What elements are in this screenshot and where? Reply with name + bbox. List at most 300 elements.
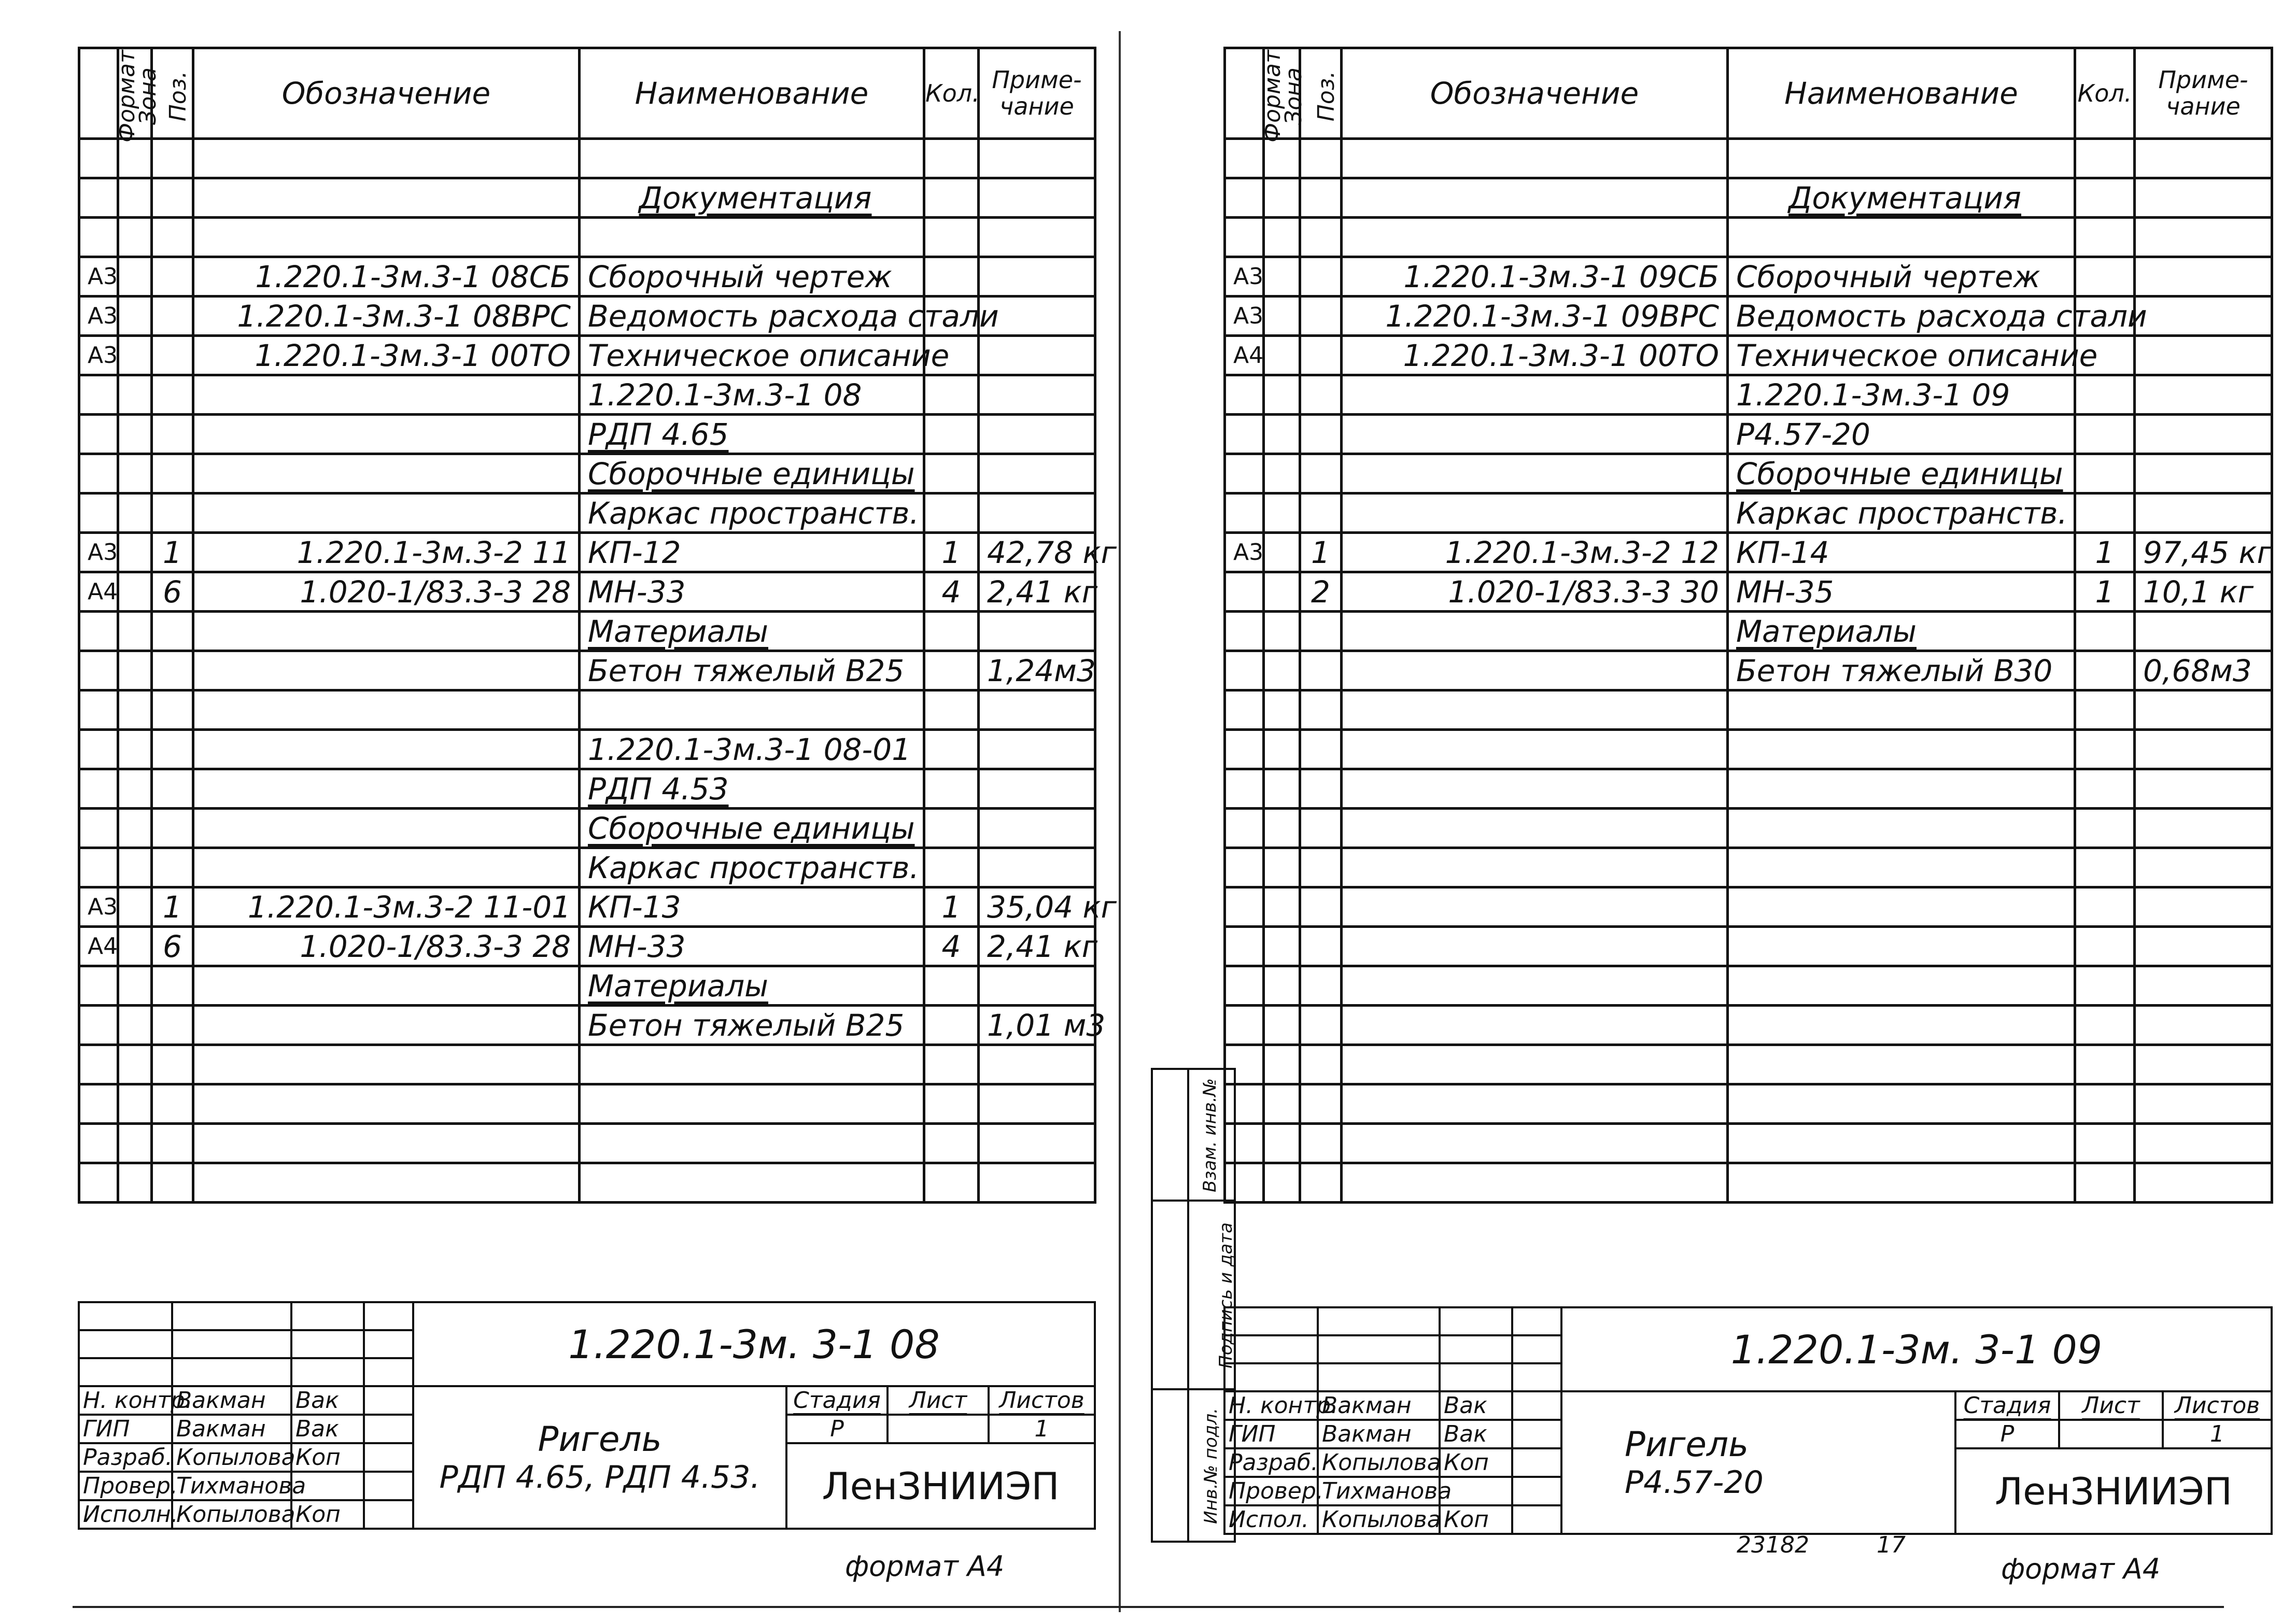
cell-designation — [1342, 848, 1728, 887]
cell-note — [979, 690, 1095, 730]
cell-zone — [118, 651, 152, 690]
spec-row — [79, 809, 1095, 848]
cell-format — [1225, 178, 1264, 218]
cell-format — [1225, 1045, 1264, 1084]
spec-row — [79, 218, 1095, 257]
cell-zone — [118, 1084, 152, 1124]
cell-designation — [193, 809, 580, 848]
cell-pos — [152, 297, 193, 336]
cell-pos — [152, 1045, 193, 1084]
cell-note — [2135, 375, 2272, 415]
left-header-row — [79, 48, 1095, 139]
cell-designation: 1.020-1/83.3-3 28 — [193, 572, 580, 612]
cell-note — [2135, 966, 2272, 1006]
cell-designation — [1342, 612, 1728, 651]
cell-designation — [193, 612, 580, 651]
cell-name — [1728, 1084, 2075, 1124]
cell-zone — [118, 493, 152, 533]
spec-row — [1225, 730, 2272, 769]
cell-name: МН-33 — [580, 572, 924, 612]
cell-pos — [1300, 1163, 1342, 1203]
cell-zone — [118, 612, 152, 651]
cell-zone — [118, 690, 152, 730]
spec-row — [79, 966, 1095, 1006]
cell-note — [2135, 690, 2272, 730]
spec-row — [1225, 297, 2272, 336]
cell-name: Материалы — [580, 966, 924, 1006]
cell-qty — [924, 690, 979, 730]
spec-row — [1225, 415, 2272, 454]
cell-qty — [2075, 454, 2135, 493]
cell-qty — [924, 454, 979, 493]
cell-zone — [1264, 336, 1300, 375]
cell-format — [79, 1084, 118, 1124]
right-format-note: формат А4 — [2001, 1553, 2161, 1585]
cell-name — [1728, 730, 2075, 769]
cell-designation — [193, 454, 580, 493]
cell-name — [1728, 848, 2075, 887]
cell-note: 10,1 кг — [2135, 572, 2272, 612]
cell-qty: 1 — [924, 533, 979, 572]
cell-pos — [1300, 887, 1342, 927]
cell-qty — [2075, 927, 2135, 966]
cell-zone — [1264, 139, 1300, 178]
header-zone: Зона — [1264, 48, 1300, 139]
cell-note: 1,24м3 — [979, 651, 1095, 690]
cell-designation — [1342, 651, 1728, 690]
cell-name — [1728, 966, 2075, 1006]
cell-qty — [924, 1045, 979, 1084]
cell-name: 1.220.1-3м.3-1 09 — [1728, 375, 2075, 415]
cell-name: РДП 4.53 — [580, 769, 924, 809]
cell-zone — [1264, 966, 1300, 1006]
cell-qty — [2075, 1124, 2135, 1163]
cell-format — [1225, 612, 1264, 651]
spec-row — [1225, 927, 2272, 966]
cell-name: МН-35 — [1728, 572, 2075, 612]
cell-designation — [193, 218, 580, 257]
header-designation: Обозначение — [193, 48, 580, 139]
cell-name — [1728, 139, 2075, 178]
cell-designation — [193, 1006, 580, 1045]
cell-zone — [1264, 533, 1300, 572]
left-name-0: Вакман — [172, 1386, 291, 1415]
left-stage: Р — [786, 1415, 888, 1443]
cell-designation — [193, 1124, 580, 1163]
cell-pos: 1 — [1300, 533, 1342, 572]
cell-designation — [1342, 415, 1728, 454]
spec-row — [79, 297, 1095, 336]
right-name-0: Вакман — [1318, 1391, 1440, 1420]
spec-row — [79, 769, 1095, 809]
cell-qty — [924, 966, 979, 1006]
right-doc-code: 1.220.1-3м. 3-1 09 — [1730, 1326, 2103, 1373]
header-format: Формат — [79, 48, 118, 139]
cell-pos — [1300, 336, 1342, 375]
spec-row — [79, 887, 1095, 927]
cell-format — [79, 612, 118, 651]
cell-note — [979, 769, 1095, 809]
cell-format — [79, 178, 118, 218]
cell-zone — [118, 257, 152, 297]
left-role-1: ГИП — [79, 1415, 172, 1443]
right-stage: Р — [1955, 1420, 2059, 1448]
cell-pos: 6 — [152, 572, 193, 612]
cell-note — [2135, 809, 2272, 848]
left-format-note: формат А4 — [845, 1550, 1005, 1583]
cell-name: Бетон тяжелый В25 — [580, 651, 924, 690]
cell-qty — [2075, 966, 2135, 1006]
cell-designation — [1342, 1084, 1728, 1124]
cell-qty — [924, 1006, 979, 1045]
right-title-block — [1223, 1306, 2273, 1535]
cell-zone — [118, 809, 152, 848]
cell-designation: 1.220.1-3м.3-1 00ТО — [193, 336, 580, 375]
cell-format — [1225, 218, 1264, 257]
spec-row — [1225, 572, 2272, 612]
cell-format — [1225, 927, 1264, 966]
cell-qty — [2075, 218, 2135, 257]
header-format: Формат — [1225, 48, 1264, 139]
right-role-0: Н. контр. — [1224, 1391, 1318, 1420]
cell-format — [1225, 1163, 1264, 1203]
cell-format — [1225, 493, 1264, 533]
cell-note — [979, 612, 1095, 651]
cell-note — [979, 257, 1095, 297]
cell-designation — [193, 848, 580, 887]
cell-zone — [1264, 927, 1300, 966]
cell-pos — [1300, 493, 1342, 533]
cell-name: Ведомость расхода стали — [1728, 297, 2075, 336]
cell-note — [2135, 612, 2272, 651]
cell-pos — [1300, 809, 1342, 848]
cell-note — [979, 809, 1095, 848]
right-title-1: Ригель — [1625, 1424, 1749, 1464]
left-sheet — [0, 0, 1115, 1622]
cell-qty — [924, 809, 979, 848]
cell-format — [79, 493, 118, 533]
cell-zone — [118, 966, 152, 1006]
cell-qty — [2075, 1045, 2135, 1084]
spec-row — [79, 178, 1095, 218]
cell-format — [79, 218, 118, 257]
right-name-2: Копылова — [1318, 1448, 1440, 1477]
cell-qty — [924, 375, 979, 415]
left-sign-4: Коп — [291, 1500, 364, 1529]
side-label-sign: Подпись и дата — [1215, 1222, 1236, 1369]
cell-note — [979, 1084, 1095, 1124]
cell-zone — [1264, 1124, 1300, 1163]
side-label-inv: Инв.№ подл. — [1200, 1407, 1221, 1524]
cell-qty — [924, 769, 979, 809]
cell-qty — [2075, 612, 2135, 651]
cell-format: А3 — [79, 336, 118, 375]
cell-qty — [924, 730, 979, 769]
cell-name: Сборочные единицы — [580, 809, 924, 848]
cell-zone — [118, 297, 152, 336]
cell-zone — [1264, 730, 1300, 769]
cell-format — [79, 415, 118, 454]
cell-pos — [152, 415, 193, 454]
cell-format — [1225, 415, 1264, 454]
spec-row — [79, 1084, 1095, 1124]
cell-zone — [118, 454, 152, 493]
left-sheets: 1 — [989, 1415, 1095, 1443]
cell-format — [1225, 375, 1264, 415]
spec-row — [1225, 612, 2272, 651]
cell-pos — [152, 848, 193, 887]
spec-row — [1225, 1045, 2272, 1084]
cell-zone — [1264, 572, 1300, 612]
spec-row — [1225, 336, 2272, 375]
cell-qty — [924, 218, 979, 257]
cell-note — [2135, 1124, 2272, 1163]
cell-note — [979, 178, 1095, 218]
cell-format — [1225, 730, 1264, 769]
cell-designation: 1.220.1-3м.3-2 11 — [193, 533, 580, 572]
spec-row — [79, 572, 1095, 612]
side-label-swap: Взам. инв.№ — [1200, 1078, 1221, 1192]
cell-designation: 1.020-1/83.3-3 30 — [1342, 572, 1728, 612]
cell-qty — [2075, 178, 2135, 218]
cell-designation: 1.020-1/83.3-3 28 — [193, 927, 580, 966]
cell-pos — [152, 612, 193, 651]
cell-note — [979, 139, 1095, 178]
cell-name: РДП 4.65 — [580, 415, 924, 454]
spec-row — [1225, 1124, 2272, 1163]
cell-qty: 4 — [924, 927, 979, 966]
cell-pos — [152, 218, 193, 257]
cell-qty — [2075, 493, 2135, 533]
cell-qty — [2075, 1163, 2135, 1203]
cell-designation — [1342, 690, 1728, 730]
cell-qty — [2075, 848, 2135, 887]
cell-name: Материалы — [1728, 612, 2075, 651]
cell-zone — [1264, 375, 1300, 415]
cell-zone — [118, 1124, 152, 1163]
cell-format — [1225, 1124, 1264, 1163]
spec-row — [1225, 1006, 2272, 1045]
spec-row — [1225, 493, 2272, 533]
cell-note — [2135, 730, 2272, 769]
spec-row — [1225, 218, 2272, 257]
cell-format: А3 — [79, 887, 118, 927]
cell-designation: 1.220.1-3м.3-1 00ТО — [1342, 336, 1728, 375]
cell-pos — [152, 966, 193, 1006]
cell-pos — [152, 178, 193, 218]
cell-zone — [118, 1163, 152, 1203]
cell-name: Сборочный чертеж — [1728, 257, 2075, 297]
cell-pos — [1300, 218, 1342, 257]
cell-format — [1225, 572, 1264, 612]
cell-name: 1.220.1-3м.3-1 08 — [580, 375, 924, 415]
cell-zone — [118, 848, 152, 887]
cell-qty — [2075, 1006, 2135, 1045]
cell-note — [979, 218, 1095, 257]
spec-row — [79, 415, 1095, 454]
cell-zone — [1264, 218, 1300, 257]
cell-pos — [152, 336, 193, 375]
cell-zone — [1264, 415, 1300, 454]
cell-pos — [152, 1124, 193, 1163]
cell-designation — [1342, 375, 1728, 415]
spec-row — [1225, 769, 2272, 809]
spec-row — [79, 1045, 1095, 1084]
right-header-row — [1225, 48, 2272, 139]
cell-name: КП-12 — [580, 533, 924, 572]
cell-format — [79, 1163, 118, 1203]
cell-zone — [118, 178, 152, 218]
cell-format — [1225, 966, 1264, 1006]
cell-pos — [152, 730, 193, 769]
right-org: ЛенЗНИИЭП — [1955, 1448, 2272, 1534]
cell-qty — [2075, 651, 2135, 690]
cell-designation: 1.220.1-3м.3-1 09СБ — [1342, 257, 1728, 297]
cell-note — [2135, 257, 2272, 297]
cell-name: Каркас пространств. — [580, 493, 924, 533]
cell-pos — [1300, 297, 1342, 336]
spec-row — [1225, 454, 2272, 493]
cell-pos — [152, 1006, 193, 1045]
left-stage-label: Стадия — [786, 1386, 888, 1415]
cell-zone — [118, 533, 152, 572]
cell-note — [979, 1045, 1095, 1084]
cell-qty — [2075, 769, 2135, 809]
spec-row — [79, 1163, 1095, 1203]
cell-note — [979, 966, 1095, 1006]
left-name-2: Копылова — [172, 1443, 291, 1472]
cell-pos — [1300, 612, 1342, 651]
cell-qty: 1 — [924, 887, 979, 927]
cell-name: Каркас пространств. — [1728, 493, 2075, 533]
cell-designation — [1342, 1006, 1728, 1045]
cell-name — [580, 139, 924, 178]
cell-format — [79, 966, 118, 1006]
cell-designation — [1342, 454, 1728, 493]
cell-zone — [1264, 1084, 1300, 1124]
cell-designation — [193, 1163, 580, 1203]
cell-qty — [2075, 139, 2135, 178]
spec-row — [1225, 848, 2272, 887]
cell-note — [979, 1124, 1095, 1163]
cell-note — [2135, 769, 2272, 809]
header-pos: Поз. — [1300, 48, 1342, 139]
left-name-1: Вакман — [172, 1415, 291, 1443]
cell-designation — [193, 769, 580, 809]
spec-row — [1225, 690, 2272, 730]
cell-designation — [193, 415, 580, 454]
spec-row — [79, 651, 1095, 690]
cell-pos — [152, 1084, 193, 1124]
cell-note — [2135, 887, 2272, 927]
right-role-3: Провер. — [1224, 1477, 1318, 1505]
cell-note: 97,45 кг — [2135, 533, 2272, 572]
cell-designation — [193, 730, 580, 769]
cell-pos — [152, 257, 193, 297]
cell-designation — [193, 178, 580, 218]
left-role-2: Разраб. — [79, 1443, 172, 1472]
cell-note — [979, 375, 1095, 415]
cell-designation — [193, 493, 580, 533]
cell-name — [1728, 1124, 2075, 1163]
cell-name: Документация — [1728, 178, 2075, 218]
spec-row — [79, 848, 1095, 887]
header-name: Наименование — [580, 48, 924, 139]
cell-zone — [1264, 1006, 1300, 1045]
cell-name — [1728, 769, 2075, 809]
cell-format — [79, 730, 118, 769]
left-sign-1: Вак — [291, 1415, 364, 1443]
cell-format — [1225, 1006, 1264, 1045]
left-title-1: Ригель — [538, 1419, 662, 1459]
header-qty: Кол. — [924, 48, 979, 139]
cell-name — [1728, 1045, 2075, 1084]
cell-designation: 1.220.1-3м.3-2 12 — [1342, 533, 1728, 572]
header-qty: Кол. — [2075, 48, 2135, 139]
cell-name: Ведомость расхода стали — [580, 297, 924, 336]
cell-note — [979, 848, 1095, 887]
cell-pos — [152, 690, 193, 730]
cell-designation — [1342, 218, 1728, 257]
cell-zone — [1264, 1045, 1300, 1084]
cell-pos — [1300, 178, 1342, 218]
cell-zone — [118, 139, 152, 178]
right-role-1: ГИП — [1224, 1420, 1318, 1448]
cell-designation: 1.220.1-3м.3-1 09ВРС — [1342, 297, 1728, 336]
cell-zone — [1264, 887, 1300, 927]
cell-qty — [924, 493, 979, 533]
cell-qty — [924, 415, 979, 454]
cell-pos — [1300, 651, 1342, 690]
cell-note: 0,68м3 — [2135, 651, 2272, 690]
cell-note — [2135, 1006, 2272, 1045]
cell-note — [2135, 139, 2272, 178]
cell-zone — [118, 769, 152, 809]
cell-note: 1,01 м3 — [979, 1006, 1095, 1045]
cell-name: КП-13 — [580, 887, 924, 927]
cell-zone — [118, 1045, 152, 1084]
cell-format — [1225, 887, 1264, 927]
cell-format — [79, 1124, 118, 1163]
right-sign-0: Вак — [1440, 1391, 1512, 1420]
cell-format — [79, 454, 118, 493]
right-role-4: Испол. — [1224, 1505, 1318, 1534]
spec-row — [1225, 1084, 2272, 1124]
cell-pos — [1300, 730, 1342, 769]
left-org: ЛенЗНИИЭП — [786, 1443, 1095, 1529]
cell-designation — [1342, 730, 1728, 769]
cell-pos — [1300, 1084, 1342, 1124]
cell-note — [2135, 1163, 2272, 1203]
cell-designation — [1342, 966, 1728, 1006]
right-title-2: Р4.57-20 — [1625, 1464, 1764, 1501]
spec-row — [79, 493, 1095, 533]
sheet-divider — [1119, 31, 1121, 1612]
cell-zone — [1264, 493, 1300, 533]
cell-pos — [152, 454, 193, 493]
cell-name: МН-33 — [580, 927, 924, 966]
cell-note — [979, 454, 1095, 493]
spec-row — [79, 927, 1095, 966]
left-sign-0: Вак — [291, 1386, 364, 1415]
cell-pos — [1300, 1124, 1342, 1163]
cell-format: А3 — [79, 257, 118, 297]
spec-row — [79, 612, 1095, 651]
header-pos: Поз. — [152, 48, 193, 139]
right-spec-table — [1223, 47, 2273, 1204]
cell-zone — [118, 218, 152, 257]
cell-note — [2135, 1045, 2272, 1084]
